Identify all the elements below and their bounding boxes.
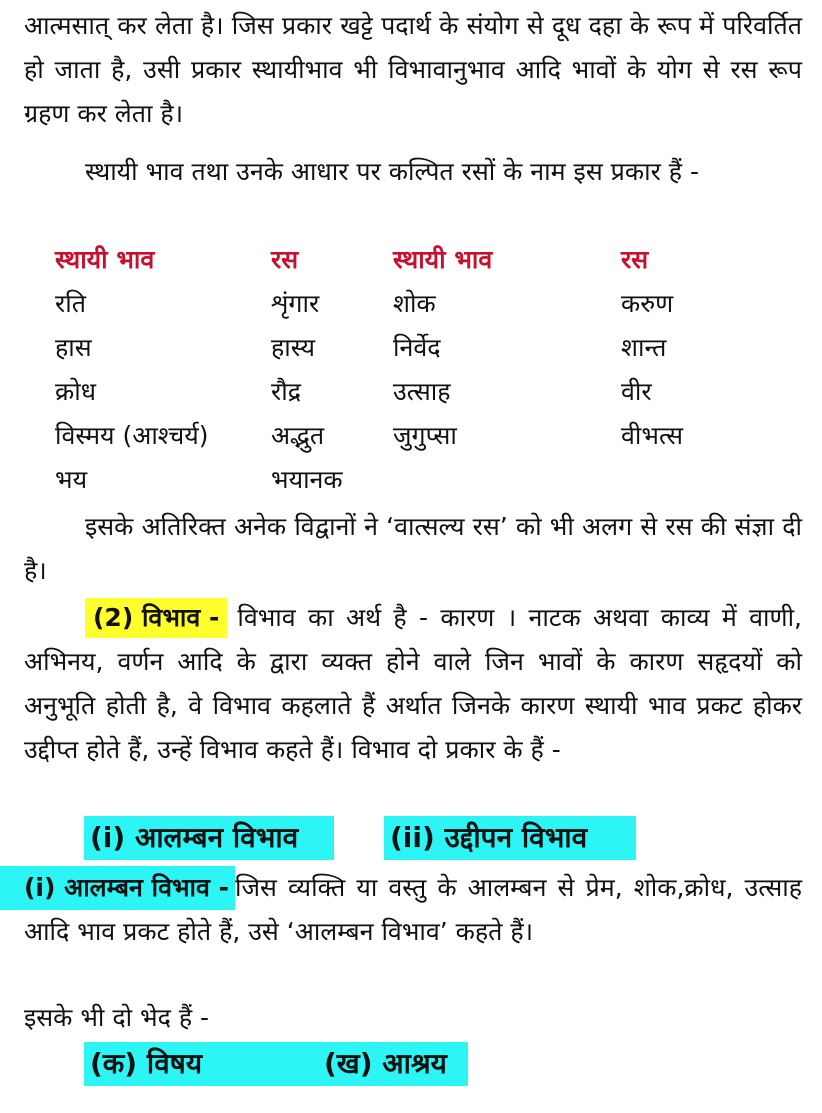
table-cell: रौद्र bbox=[271, 377, 301, 406]
section-vibhava bbox=[24, 596, 802, 772]
table-header-cell: रस bbox=[621, 245, 649, 274]
table-header-cell: स्थायी भाव bbox=[393, 245, 493, 274]
table-cell: विस्मय (आश्चर्य) bbox=[55, 421, 209, 450]
table-cell: क्रोध bbox=[55, 377, 97, 406]
subtype-chip-row bbox=[84, 1042, 468, 1086]
subtype-vishay: (क) विषय bbox=[90, 1047, 203, 1080]
table-cell: करुण bbox=[621, 289, 674, 318]
paragraph-subtypes-intro: इसके भी दो भेद हैं - bbox=[24, 1003, 210, 1032]
type-chip-uddipan: (ii) उद्दीपन विभाव bbox=[384, 816, 636, 860]
type-chip-alambana: (i) आलम्बन विभाव bbox=[84, 816, 334, 860]
table-cell: वीर bbox=[621, 377, 652, 406]
table-cell: निर्वेद bbox=[393, 333, 441, 362]
table-cell: शोक bbox=[393, 289, 436, 318]
table-row bbox=[55, 282, 755, 326]
table-cell: जुगुप्सा bbox=[393, 421, 457, 450]
table-row bbox=[55, 326, 755, 370]
paragraph-intro: आत्मसात् कर लेता है। जिस प्रकार खट्टे पदार्थ के संयोग से दूध दहा के रूप में परिवर्तित हो जाता है, उसी प्रकार स्थायीभाव भी विभावानुभाव आदि भावों के योग से रस रूप ग्रहण कर लेता है। bbox=[24, 11, 802, 128]
table-cell: शान्त bbox=[621, 333, 667, 362]
table-row bbox=[55, 458, 755, 502]
table-cell: रति bbox=[55, 289, 86, 318]
table-header-cell: स्थायी भाव bbox=[55, 245, 155, 274]
table-cell: वीभत्स bbox=[621, 421, 684, 450]
table-row bbox=[55, 414, 755, 458]
section-heading-vibhava: (2) विभाव - bbox=[85, 598, 227, 638]
table-cell: भयानक bbox=[271, 465, 343, 494]
table-cell: हास bbox=[55, 333, 92, 362]
table-header-cell: रस bbox=[271, 245, 299, 274]
table-header-row bbox=[55, 238, 755, 282]
table-cell: अद्भुत bbox=[271, 421, 325, 450]
paragraph-vatsalya: इसके अतिरिक्त अनेक विद्वानों ने ‘वात्सल्य रस’ को भी अलग से रस की संज्ञा दी है। bbox=[24, 512, 802, 585]
section-heading-alambana: (i) आलम्बन विभाव - bbox=[0, 866, 235, 910]
table-row bbox=[55, 370, 755, 414]
table-cell: हास्य bbox=[271, 333, 315, 362]
table-cell: शृंगार bbox=[271, 289, 320, 318]
section-alambana-text: जिस व्यक्ति या वस्तु के आलम्बन से प्रेम, शोक,क्रोध, उत्साह आदि भाव प्रकट होते हैं, उसे ‘आलम्बन विभाव’ कहते हैं। bbox=[24, 873, 802, 946]
table-cell: उत्साह bbox=[393, 377, 451, 406]
table-cell: भय bbox=[55, 465, 88, 494]
section-vibhava-text: विभाव का अर्थ है - कारण । नाटक अथवा काव्य में वाणी, अभिनय, वर्णन आदि के द्वारा व्यक्त होने वाले जिन भावों के कारण सहृदयों को अनुभूति होती है, वे विभाव कहलाते हैं अर्थात जिनके कारण स्थायी भाव प्रकट होकर उद्दीप्त होते हैं, उन्हें विभाव कहते हैं। विभाव दो प्रकार के हैं - bbox=[24, 603, 802, 764]
subtype-ashray: (ख) आश्रय bbox=[324, 1047, 447, 1080]
paragraph-rasa-list-intro: स्थायी भाव तथा उनके आधार पर कल्पित रसों के नाम इस प्रकार हैं - bbox=[85, 157, 699, 186]
section-alambana bbox=[24, 866, 802, 954]
